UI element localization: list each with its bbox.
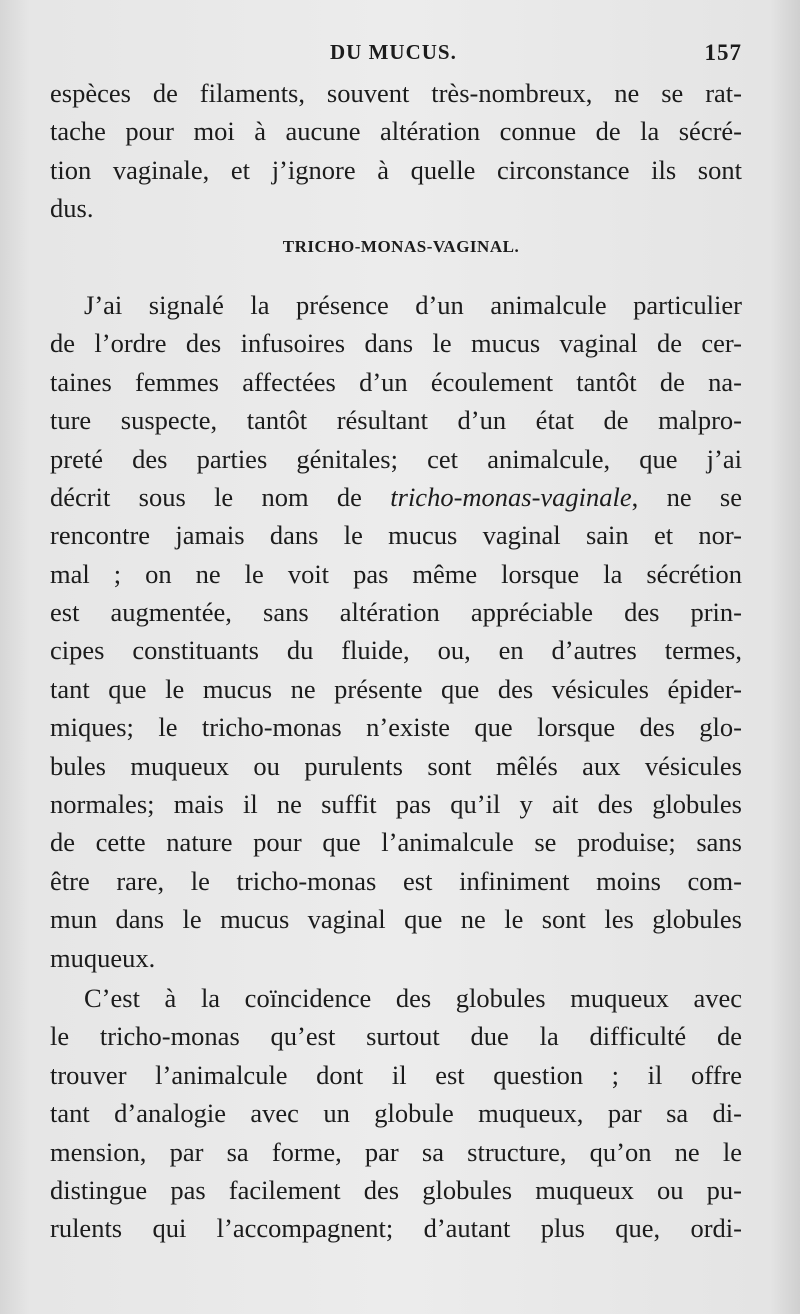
text-line: rencontre jamais dans le mucus vaginal sain et nor- (50, 520, 742, 551)
text-line: ture suspecte, tantôt résultant d’un état de malpro- (50, 405, 742, 436)
text-line: mun dans le mucus vaginal que ne le sont les globules (50, 904, 742, 935)
text-line: le tricho-monas qu’est surtout due la difficulté de (50, 1021, 742, 1052)
text-line: trouver l’animalcule dont il est question ; il offre (50, 1059, 742, 1090)
text-line: tant d’analogie avec un globule muqueux, par sa di- (50, 1098, 742, 1129)
text-line: être rare, le tricho-monas est infiniment moins com- (50, 865, 742, 896)
text-line: miques; le tricho-monas n’existe que lorsque des glo- (50, 712, 742, 743)
text-line: taines femmes affectées d’un écoulement tantôt de na- (50, 366, 742, 397)
text-line: rulents qui l’accompagnent; d’autant plus que, ordi- (50, 1213, 742, 1244)
heading-spacer (50, 266, 742, 286)
text-line: espèces de filaments, souvent très-nombreux, ne se rat- (50, 78, 742, 108)
text-line: de l’ordre des infusoires dans le mucus vaginal de cer- (50, 328, 742, 359)
text-line: normales; mais il ne suffit pas qu’il y ait des globules (50, 789, 742, 820)
text-line-with-italic (50, 478, 742, 516)
page-header (0, 40, 800, 76)
section-heading: TRICHO-MONAS-VAGINAL. (282, 236, 520, 256)
text-line: J’ai signalé la présence d’un animalcule particulier (84, 289, 742, 320)
text-line: distingue pas facilement des globules muqueux ou pu- (50, 1174, 742, 1205)
text-line: est augmentée, sans altération appréciable des prin- (50, 597, 742, 628)
text-line: tache pour moi à aucune altération connue de la sécré- (50, 116, 742, 147)
text-line: tant que le mucus ne présente que des vésicules épider- (50, 673, 742, 704)
text-line: preté des parties génitales; cet animalcule, que j’ai (50, 443, 742, 474)
running-title: DU MUCUS. (330, 40, 457, 64)
text-line: mal ; on ne le voit pas même lorsque la sécrétion (50, 558, 742, 589)
text-segment: , ne se (631, 481, 743, 512)
page-number: 157 (704, 40, 742, 65)
paragraph-2 (50, 286, 742, 977)
text-line: bules muqueux ou purulents sont mêlés aux vésicules (50, 750, 742, 781)
paragraph-3 (50, 979, 742, 1248)
text-line: tion vaginale, et j’ignore à quelle circonstance ils sont (50, 154, 742, 185)
paragraph-1 (50, 74, 742, 228)
text-segment: décrit sous le nom de (50, 481, 362, 512)
text-line: de cette nature pour que l’animalcule se produise; sans (50, 827, 742, 858)
italic-term: tricho-monas-vaginale (390, 481, 632, 512)
text-line: dus. (50, 193, 94, 224)
text-line: mension, par sa forme, par sa structure, qu’on ne le (50, 1136, 742, 1167)
body-text (50, 74, 742, 1248)
text-line: C’est à la coïncidence des globules muqueux avec (84, 982, 742, 1013)
text-line: muqueux. (50, 942, 156, 973)
text-line: cipes constituants du fluide, ou, en d’autres termes, (50, 635, 742, 666)
